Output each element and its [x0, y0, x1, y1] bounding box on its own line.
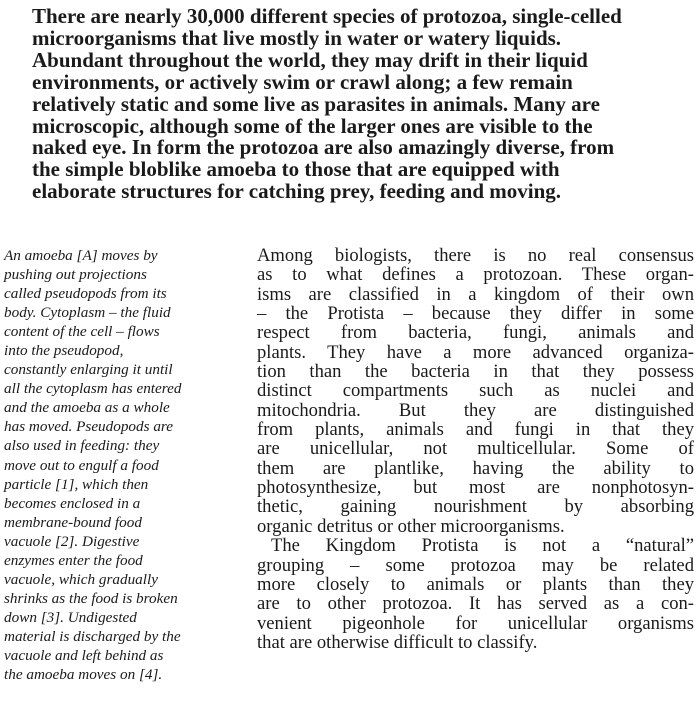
caption-line: vacuole, which gradually	[4, 570, 158, 588]
caption-line: enzymes enter the food	[4, 551, 143, 569]
caption-line: body. Cytoplasm – the fluid	[4, 304, 171, 322]
body-line: respect from bacteria, fungi, animals and	[257, 322, 694, 344]
caption-line: becomes enclosed in a	[4, 494, 141, 512]
body-line: mitochondria. But they are distinguished	[257, 399, 694, 421]
body-line: more closely to animals or plants than they	[257, 573, 694, 595]
intro-line: relatively static and some live as parasites in animals. Many are	[32, 91, 600, 116]
caption-line: into the pseudopod,	[4, 342, 124, 360]
intro-line: environments, or actively swim or crawl along; a few remain	[32, 69, 573, 94]
caption-line: vacuole [2]. Digestive	[4, 532, 140, 550]
intro-line: naked eye. In form the protozoa are also amazingly diverse, from	[32, 135, 615, 160]
body-line: them are plantlike, having the ability to	[257, 457, 694, 479]
body-line: tion than the bacteria in that they possess	[257, 361, 694, 383]
body-line: The Kingdom Protista is not a “natural”	[271, 535, 694, 557]
caption-line: vacuole and left behind as	[4, 646, 164, 664]
caption-line: called pseudopods from its	[4, 285, 167, 303]
body-line: are to other protozoa. It has served as a con-	[257, 593, 694, 615]
intro-line: Abundant throughout the world, they may drift in their liquid	[32, 47, 588, 72]
caption-line: and the amoeba as a whole	[4, 399, 170, 417]
body-line: as to what defines a protozoan. These organ-	[257, 264, 694, 286]
body-line: grouping – some protozoa may be related	[257, 554, 694, 576]
intro-paragraph	[32, 6, 687, 203]
caption-line: An amoeba [A] moves by	[4, 247, 158, 264]
caption-line: constantly enlarging it until	[4, 361, 173, 379]
body-line: venient pigeonhole for unicellular organisms	[257, 612, 694, 634]
intro-line: There are nearly 30,000 different species of protozoa, single-celled	[32, 4, 622, 28]
intro-line: microorganisms that live mostly in water or watery liquids.	[32, 25, 562, 50]
body-text	[257, 246, 694, 652]
body-line: thetic, gaining nourishment by absorbing	[257, 496, 694, 518]
body-line: plants. They have a more advanced organiza-	[257, 341, 694, 363]
caption-line: down [3]. Undigested	[4, 608, 137, 626]
caption-line: material is discharged by the	[4, 627, 181, 645]
caption-line: pushing out projections	[4, 266, 147, 284]
body-line: isms are classified in a kingdom of their own	[257, 283, 694, 305]
body-line: photosynthesize, but most are nonphotosyn-	[257, 477, 694, 499]
caption-line: shrinks as the food is broken	[4, 589, 178, 607]
body-line: that are otherwise difficult to classify.	[257, 631, 538, 653]
intro-line: the simple bloblike amoeba to those that are equipped with	[32, 157, 560, 182]
caption-line: also used in feeding: they	[4, 437, 160, 455]
caption-line: particle [1], which then	[4, 475, 149, 493]
caption-line: all the cytoplasm has entered	[4, 380, 182, 398]
amoeba-caption	[4, 246, 240, 684]
intro-line: elaborate structures for catching prey, feeding and moving.	[32, 179, 562, 204]
caption-line: membrane-bound food	[4, 513, 142, 531]
body-line: Among biologists, there is no real consensus	[257, 245, 694, 266]
body-line: – the Protista – because they differ in some	[257, 303, 694, 325]
caption-line: has moved. Pseudopods are	[4, 418, 174, 436]
body-line: organic detritus or other microorganisms.	[257, 515, 565, 537]
body-line: from plants, animals and fungi in that they	[257, 419, 694, 441]
caption-line: content of the cell – flows	[4, 323, 160, 341]
body-line: distinct compartments such as nuclei and	[257, 380, 694, 402]
intro-line: microscopic, although some of the larger ones are visible to the	[32, 113, 593, 138]
body-line: are unicellular, not multicellular. Some of	[257, 438, 694, 460]
caption-line: move out to engulf a food	[4, 456, 159, 474]
caption-line: the amoeba moves on [4].	[4, 666, 163, 684]
